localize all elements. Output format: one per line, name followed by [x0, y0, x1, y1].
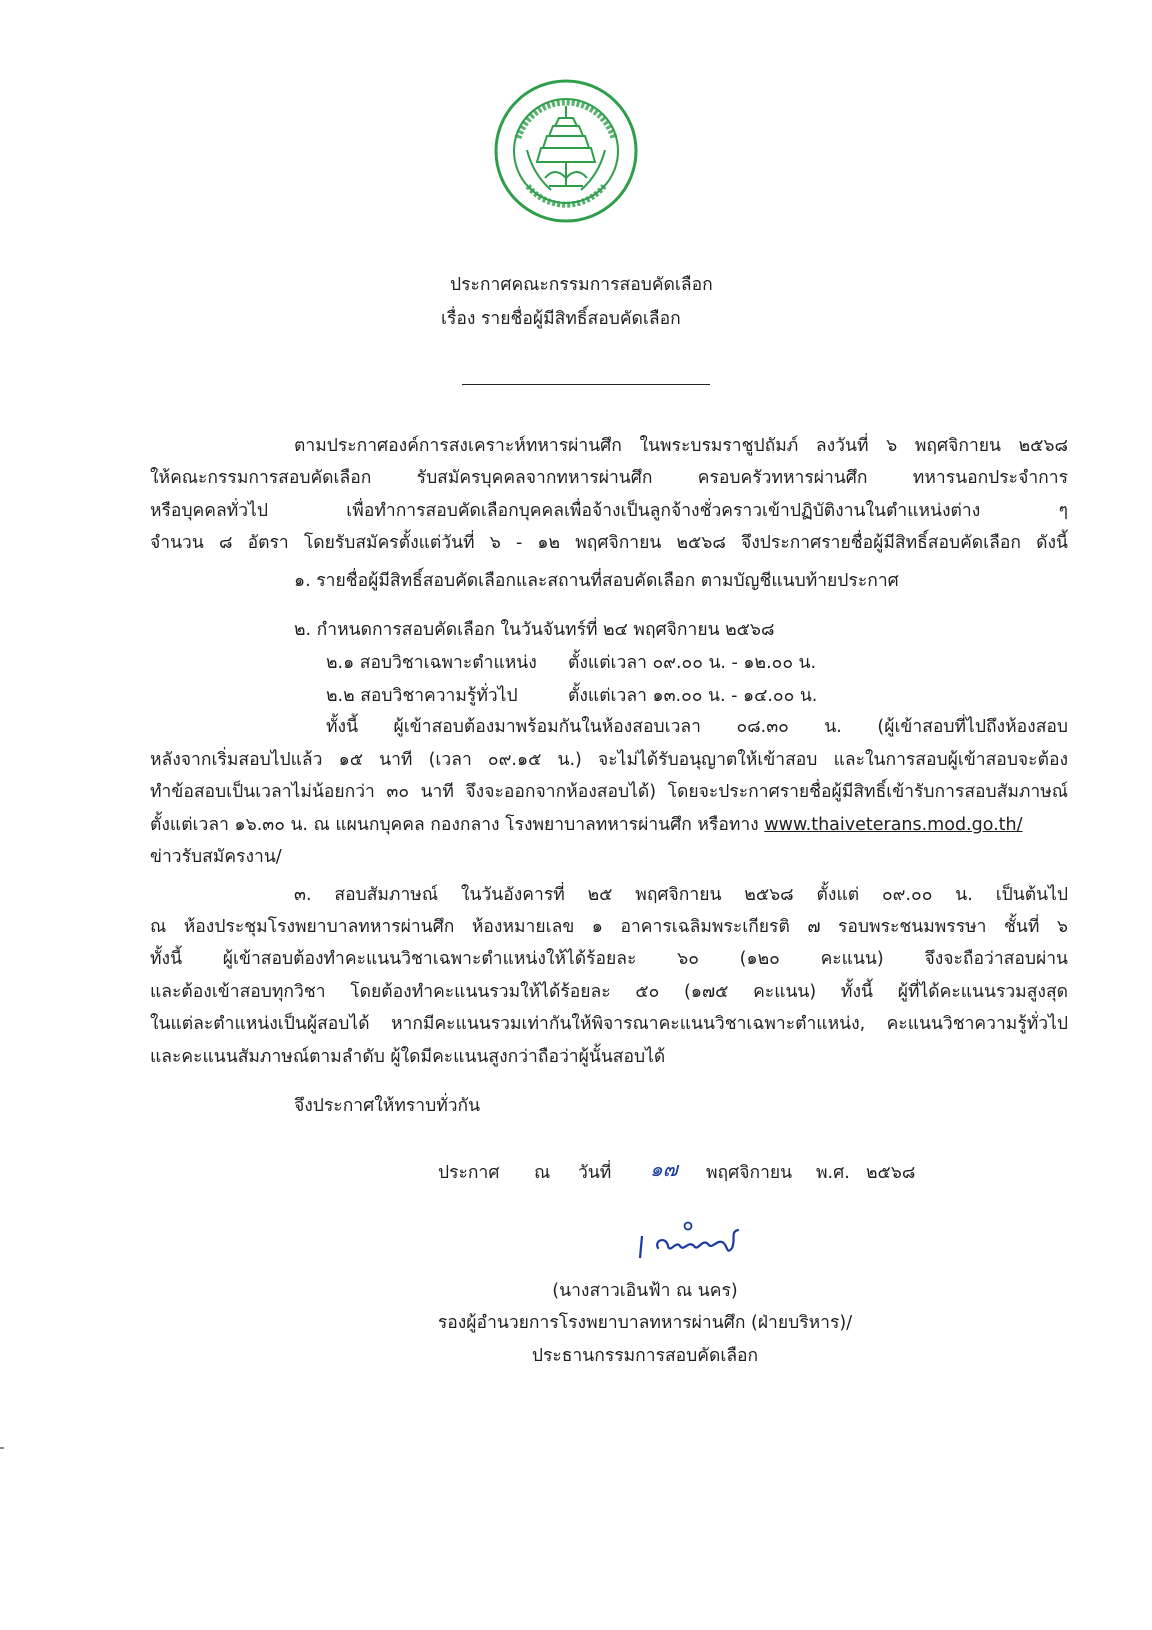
item-2-note-tail: ข่าวรับสมัครงาน/	[150, 847, 282, 867]
item-3-line-3: ทั้งนี้ ผู้เข้าสอบต้องทำคะแนนวิชาเฉพาะตำแหน่งให้ได้ร้อยละ ๖๐ (๑๒๐ คะแนน) จึงจะถือว่าสอบผ่าน	[150, 949, 1068, 969]
website-link[interactable]: www.thaiveterans.mod.go.th/	[764, 815, 1023, 835]
intro-line-1: ตามประกาศองค์การสงเคราะห์ทหารผ่านศึก ในพระบรมราชูปถัมภ์ ลงวันที่ ๖ พฤศจิกายน ๒๕๖๘	[294, 436, 1068, 456]
item-3-line-1: ๓. สอบสัมภาษณ์ ในวันอังคารที่ ๒๕ พฤศจิกายน ๒๕๖๘ ตั้งแต่ ๐๙.๐๐ น. เป็นต้นไป	[294, 885, 1068, 905]
veterans-organization-seal-icon	[493, 78, 639, 224]
dateline-era: พ.ศ.	[816, 1163, 850, 1183]
announcement-subject: เรื่อง รายชื่อผู้มีสิทธิ์สอบคัดเลือก	[441, 309, 681, 329]
item-3-line-5: ในแต่ละตำแหน่งเป็นผู้สอบได้ หากมีคะแนนรวมเท่ากันให้พิจารณาคะแนนวิชาเฉพาะตำแหน่ง, คะแนนวิชาความรู้ทั่วไป	[150, 1014, 1068, 1034]
item-3-line-2: ณ ห้องประชุมโรงพยาบาลทหารผ่านศึก ห้องหมายเลข ๑ อาคารเฉลิมพระเกียรติ ๗ รอบพระชนมพรรษา ชั้นที่ ๖	[150, 917, 1068, 937]
signatory-name: (นางสาวเอินฟ้า ณ นคร)	[552, 1281, 738, 1301]
scan-mark	[0, 1447, 4, 1449]
item-2-note-line-4-text: ตั้งแต่เวลา ๑๖.๓๐ น. ณ แผนกบุคคล กองกลาง โรงพยาบาลทหารผ่านศึก หรือทาง	[150, 815, 759, 835]
item-2-2-label: ๒.๒ สอบวิชาความรู้ทั่วไป	[326, 686, 518, 706]
dateline-month: พฤศจิกายน	[706, 1163, 793, 1183]
closing-statement: จึงประกาศให้ทราบทั่วกัน	[294, 1096, 481, 1116]
item-2-1-time: ตั้งแต่เวลา ๐๙.๐๐ น. - ๑๒.๐๐ น.	[568, 653, 817, 673]
intro-line-4: จำนวน ๘ อัตรา โดยรับสมัครตั้งแต่วันที่ ๖ - ๑๒ พฤศจิกายน ๒๕๖๘ จึงประกาศรายชื่อผู้มีสิทธิ์สอบคัดเลือก ดังนี้	[150, 533, 1068, 553]
signatory-role: ประธานกรรมการสอบคัดเลือก	[531, 1346, 759, 1366]
handwritten-signature	[636, 1218, 746, 1264]
intro-line-3: หรือบุคคลทั่วไป เพื่อทำการสอบคัดเลือกบุคคลเพื่อจ้างเป็นลูกจ้างชั่วคราวเข้าปฏิบัติงานในตำแหน่งต่าง ๆ	[150, 501, 1068, 521]
item-2-1-label: ๒.๑ สอบวิชาเฉพาะตำแหน่ง	[326, 653, 537, 673]
item-2-2-time: ตั้งแต่เวลา ๑๓.๐๐ น. - ๑๔.๐๐ น.	[568, 686, 818, 706]
dateline-day-label: วันที่	[578, 1163, 612, 1183]
dateline-prefix: ประกาศ	[438, 1163, 500, 1183]
item-2-title: ๒. กำหนดการสอบคัดเลือก ในวันจันทร์ที่ ๒๔ พฤศจิกายน ๒๕๖๘	[294, 620, 775, 640]
announcement-heading: ประกาศคณะกรรมการสอบคัดเลือก	[450, 275, 713, 295]
item-1: ๑. รายชื่อผู้มีสิทธิ์สอบคัดเลือกและสถานที่สอบคัดเลือก ตามบัญชีแนบท้ายประกาศ	[294, 571, 899, 591]
dateline-day-handwritten: ๑๗	[650, 1157, 678, 1181]
signatory-position: รองผู้อำนวยการโรงพยาบาลทหารผ่านศึก (ฝ่ายบริหาร)/	[437, 1313, 853, 1333]
item-3-line-4: และต้องเข้าสอบทุกวิชา โดยต้องทำคะแนนรวมให้ได้ร้อยละ ๕๐ (๑๗๕ คะแนน) ทั้งนี้ ผู้ที่ได้คะแนนรวมสูงสุด	[150, 982, 1068, 1002]
dateline-at: ณ	[534, 1163, 551, 1183]
item-2-note-line-3: ทำข้อสอบเป็นเวลาไม่น้อยกว่า ๓๐ นาที จึงจะออกจากห้องสอบได้) โดยจะประกาศรายชื่อผู้มีสิทธิ์เข้ารับการสอบสัมภาษณ์	[150, 782, 1068, 802]
item-3-line-6: และคะแนนสัมภาษณ์ตามลำดับ ผู้ใดมีคะแนนสูงกว่าถือว่าผู้นั้นสอบได้	[150, 1047, 666, 1067]
item-2-note-line-1: ทั้งนี้ ผู้เข้าสอบต้องมาพร้อมกันในห้องสอบเวลา ๐๘.๓๐ น. (ผู้เข้าสอบที่ไปถึงห้องสอบ	[326, 717, 1068, 737]
heading-divider	[462, 384, 710, 385]
item-2-note-line-2: หลังจากเริ่มสอบไปแล้ว ๑๕ นาที (เวลา ๐๙.๑๕ น.) จะไม่ได้รับอนุญาตให้เข้าสอบ และในการสอบผู้เข้าสอบจะต้อง	[150, 750, 1068, 770]
dateline-year: ๒๕๖๘	[866, 1163, 916, 1183]
intro-line-2: ให้คณะกรรมการสอบคัดเลือก รับสมัครบุคคลจากทหารผ่านศึก ครอบครัวทหารผ่านศึก ทหารนอกประจำการ	[150, 468, 1068, 488]
item-2-note-line-4	[150, 812, 1023, 838]
